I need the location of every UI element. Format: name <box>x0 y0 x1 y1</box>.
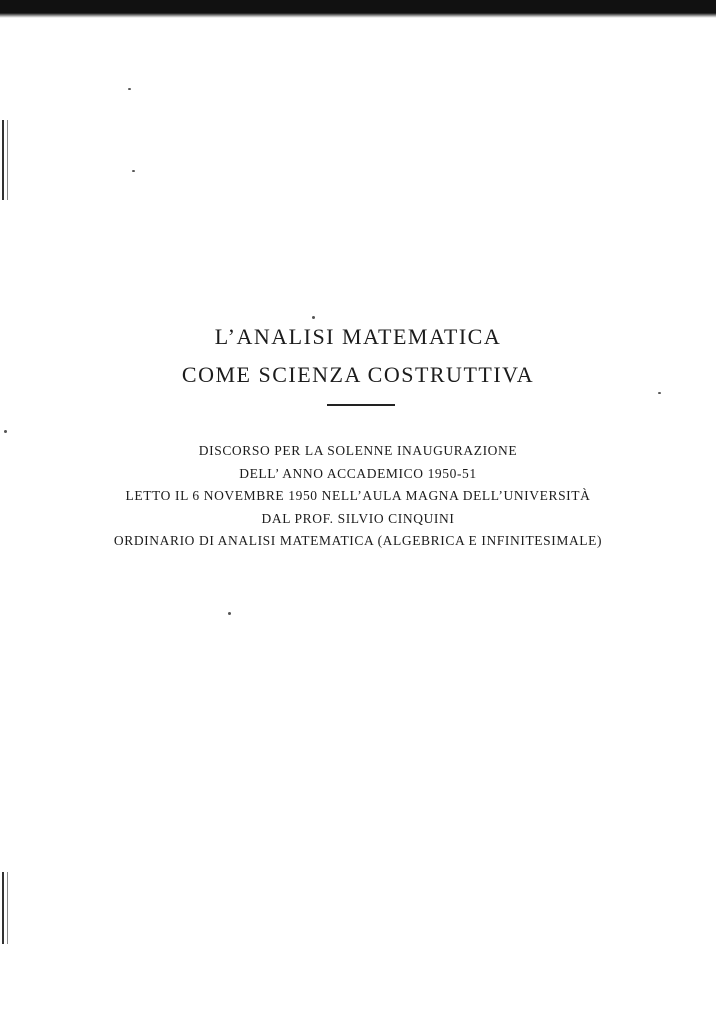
scan-binding-mark <box>2 120 8 200</box>
subtitle-line-1: DISCORSO PER LA SOLENNE INAUGURAZIONE <box>198 443 518 458</box>
scan-speck <box>128 88 131 90</box>
subtitle-line-2: DELL’ ANNO ACCADEMICO 1950-51 <box>239 465 477 481</box>
scan-speck <box>4 430 7 433</box>
title-divider <box>327 404 395 406</box>
title-line-1: L’ANALISI MATEMATICA <box>214 324 502 349</box>
title-block <box>0 318 716 394</box>
scan-binding-mark <box>2 872 8 944</box>
scan-speck <box>132 170 135 172</box>
title-line-2: COME SCIENZA COSTRUTTIVA <box>181 362 535 387</box>
subtitle-block <box>0 440 716 553</box>
scan-speck <box>228 612 231 615</box>
subtitle-line-5: ORDINARIO DI ANALISI MATEMATICA (ALGEBRICA E INFINITESIMALE) <box>113 533 603 548</box>
scan-top-edge <box>0 0 716 18</box>
subtitle-line-3: LETTO IL 6 NOVEMBRE 1950 NELL’AULA MAGNA DELL’UNIVERSITÀ <box>125 488 591 503</box>
subtitle-line-4: DAL PROF. SILVIO CINQUINI <box>261 510 455 526</box>
